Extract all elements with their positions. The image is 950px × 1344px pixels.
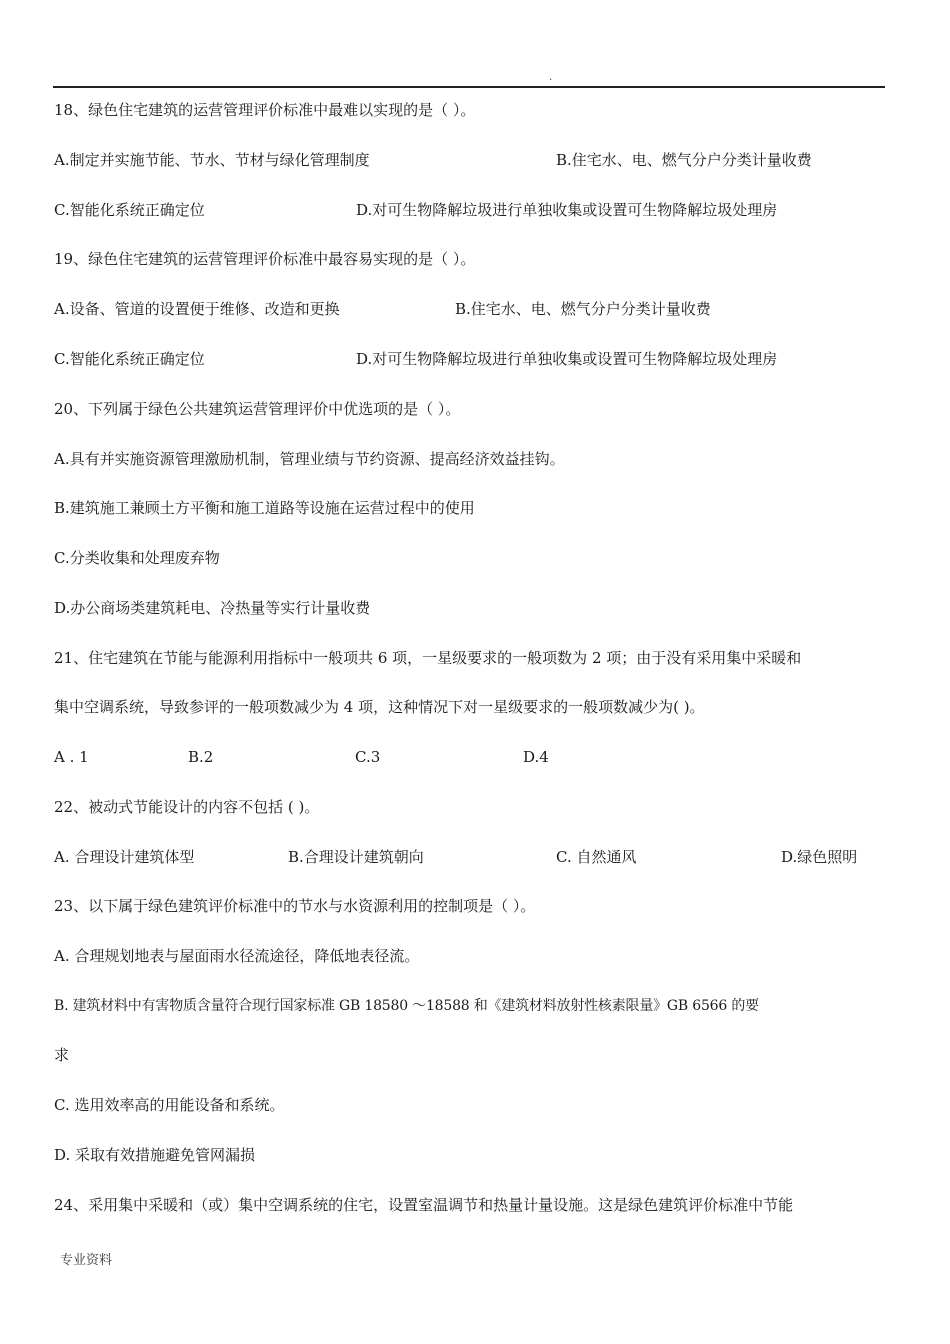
question-stem: 22、被动式节能设计的内容不包括 ( )。 xyxy=(54,798,320,816)
option-d: D.办公商场类建筑耗电、冷热量等实行计量收费 xyxy=(54,599,371,617)
option-d: D. 采取有效措施避免管网漏损 xyxy=(54,1146,256,1164)
option-d: D.对可生物降解垃圾进行单独收集或设置可生物降解垃圾处理房 xyxy=(356,350,778,368)
option-a: A. 合理规划地表与屋面雨水径流途径，降低地表径流。 xyxy=(54,947,420,965)
option-a: A. 合理设计建筑体型 xyxy=(54,848,195,866)
option-c: C. 自然通风 xyxy=(556,848,637,866)
option-a: A.制定并实施节能、节水、节材与绿化管理制度 xyxy=(54,151,370,169)
option-c: C.分类收集和处理废弃物 xyxy=(54,549,220,567)
option-a: A.设备、管道的设置便于维修、改造和更换 xyxy=(54,300,340,318)
option-b: B.2 xyxy=(188,748,214,766)
question-stem: 19、绿色住宅建筑的运营管理评价标准中最容易实现的是（ ）。 xyxy=(54,250,476,268)
footer-label: 专业资料 xyxy=(60,1253,113,1268)
option-b-line-2: 求 xyxy=(54,1046,70,1064)
option-c: C.智能化系统正确定位 xyxy=(54,201,205,219)
option-b: B.住宅水、电、燃气分户分类计量收费 xyxy=(556,151,812,169)
option-b-line-1: B. 建筑材料中有害物质含量符合现行国家标准 GB 18580 ～18588 和《建筑材料放射性核素限量》GB 6566 的要 xyxy=(54,998,759,1014)
option-c: C.3 xyxy=(355,748,381,766)
question-stem: 24、采用集中采暖和（或）集中空调系统的住宅，设置室温调节和热量计量设施。这是绿色建筑评价标准中节能 xyxy=(54,1196,794,1214)
option-a: A.具有并实施资源管理激励机制，管理业绩与节约资源、提高经济效益挂钩。 xyxy=(54,450,565,468)
question-stem: 20、下列属于绿色公共建筑运营管理评价中优选项的是（ ）。 xyxy=(54,400,461,418)
option-d: D.4 xyxy=(523,748,549,766)
option-b: B.建筑施工兼顾土方平衡和施工道路等设施在运营过程中的使用 xyxy=(54,499,475,517)
option-c: C.智能化系统正确定位 xyxy=(54,350,205,368)
header-rule xyxy=(53,86,885,88)
option-d: D.对可生物降解垃圾进行单独收集或设置可生物降解垃圾处理房 xyxy=(356,201,778,219)
option-d: D.绿色照明 xyxy=(781,848,858,866)
option-b: B.住宅水、电、燃气分户分类计量收费 xyxy=(455,300,711,318)
option-a: A . 1 xyxy=(54,748,89,766)
question-stem: 18、绿色住宅建筑的运营管理评价标准中最难以实现的是（ ）。 xyxy=(54,101,476,119)
option-c: C. 选用效率高的用能设备和系统。 xyxy=(54,1096,285,1114)
header-mark: . xyxy=(549,72,553,83)
question-stem: 23、以下属于绿色建筑评价标准中的节水与水资源利用的控制项是（ ）。 xyxy=(54,897,536,915)
option-b: B.合理设计建筑朝向 xyxy=(288,848,424,866)
question-stem-line-2: 集中空调系统，导致参评的一般项数减少为 4 项，这种情况下对一星级要求的一般项数减少为( )。 xyxy=(54,698,705,716)
question-stem-line-1: 21、住宅建筑在节能与能源利用指标中一般项共 6 项，一星级要求的一般项数为 2 项；由于没有采用集中采暖和 xyxy=(54,649,802,667)
